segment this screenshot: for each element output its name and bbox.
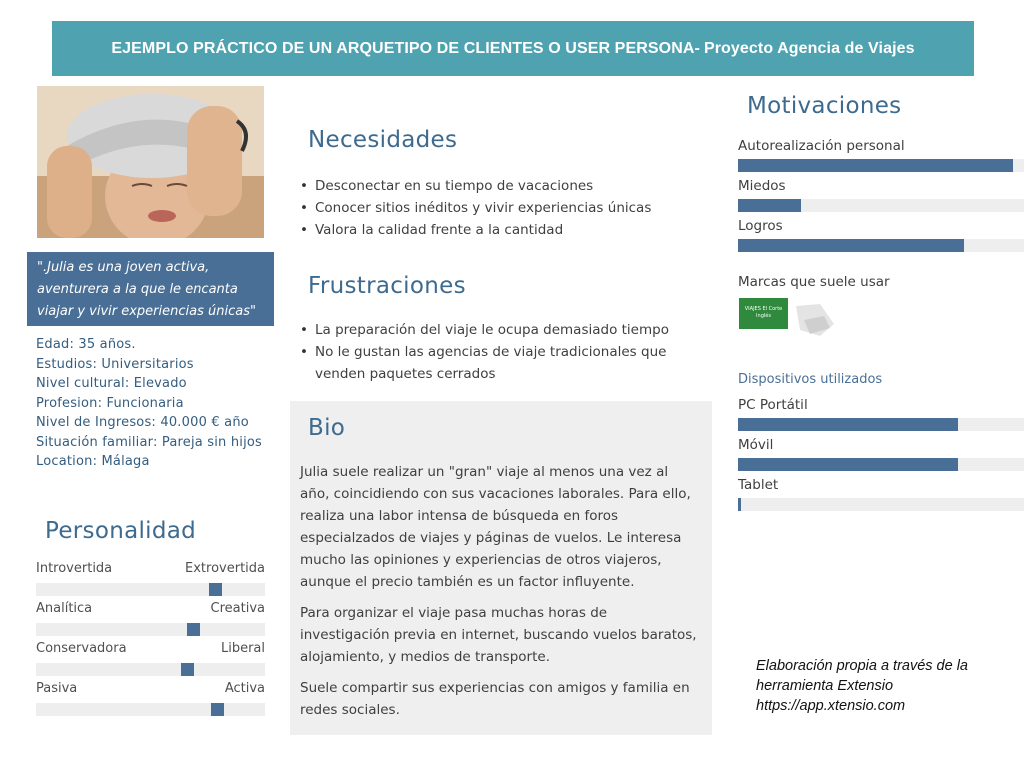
meter-track [738,458,1024,471]
bio-paragraph: Para organizar el viaje pasa muchas horas de investigación previa en internet, buscando vuelos baratos, alojamiento, y medios de transporte. [300,605,697,665]
trait-right-label: Liberal [220,641,265,656]
brand-logo-fake-icon [790,300,838,340]
meter-fill [738,418,958,431]
list-item: • La preparación del viaje le ocupa demasiado tiempo [300,319,680,341]
personality-heading: Personalidad [45,518,197,544]
persona-quote: ".Julia es una joven activa, aventurera a la que le encanta viajar y vivir experiencias únicas" [27,252,274,326]
brand-logo-viajes: VIAJES El Corte Inglés [739,298,788,329]
list-item: • No le gustan las agencias de viaje tradicionales que venden paquetes cerrados [300,341,680,385]
meter-fill [738,199,801,212]
trait-slider-marker [187,623,200,636]
banner-title: EJEMPLO PRÁCTICO DE UN ARQUETIPO DE CLIENTES O USER PERSONA- [111,39,700,57]
bio-paragraph: Suele compartir sus experiencias con amigos y familia en redes sociales. [300,680,690,718]
bio-heading: Bio [308,415,346,441]
bio-text [300,461,700,730]
persona-photo [37,86,264,238]
trait-row [36,601,265,641]
devices-label: Dispositivos utilizados [738,372,883,387]
trait-row [36,681,265,721]
meter-fill [738,458,958,471]
meter-label: Móvil [738,437,774,453]
meter-label: Tablet [738,477,779,493]
trait-row [36,561,265,601]
meter-fill [738,239,964,252]
device-meter [738,396,1024,431]
meter-track [738,418,1024,431]
fact-studies: Estudios: Universitarios [36,356,194,372]
persona-facts [36,335,276,472]
banner-subtitle: Proyecto Agencia de Viajes [703,39,915,57]
motivation-meter [738,137,1024,172]
trait-slider-marker [211,703,224,716]
meter-label: Miedos [738,178,786,194]
trait-right-label: Activa [224,681,265,696]
trait-slider-track [36,623,265,636]
trait-left-label: Analítica [36,601,93,616]
meter-track [738,498,1024,511]
page-banner [52,21,974,76]
fact-location: Location: Málaga [36,454,150,469]
trait-left-label: Introvertida [36,561,113,576]
motivations-heading: Motivaciones [747,93,902,119]
meter-label: Logros [738,218,783,234]
trait-right-label: Creativa [210,601,265,616]
fact-family: Situación familiar: Pareja sin hijos [36,434,263,450]
trait-slider-track [36,663,265,676]
trait-left-label: Pasiva [36,681,78,696]
fact-income: Nivel de Ingresos: 40.000 € año [36,415,249,430]
device-meter [738,436,1024,471]
frustrations-heading: Frustraciones [308,273,466,299]
persona-photo-illustration [37,86,264,238]
trait-slider-marker [209,583,222,596]
list-item: • Desconectar en su tiempo de vacaciones [300,175,680,197]
trait-slider-track [36,703,265,716]
trait-right-label: Extrovertida [185,561,265,576]
fact-profession: Profesion: Funcionaria [36,395,184,411]
credit-line: herramienta Extensio [756,678,894,694]
motivation-meter [738,217,1024,252]
needs-heading: Necesidades [308,127,458,153]
needs-list [300,175,680,241]
trait-slider-marker [181,663,194,676]
trait-left-label: Conservadora [36,641,127,656]
personality-traits [36,561,265,721]
meter-track [738,159,1024,172]
meter-label: Autorealización personal [738,138,905,154]
fact-age: Edad: 35 años. [36,337,136,352]
meter-track [738,239,1024,252]
device-meter [738,476,1024,511]
list-item: • Conocer sitios inéditos y vivir experiencias únicas [300,197,680,219]
fact-cultural-level: Nivel cultural: Elevado [36,376,187,391]
meter-fill [738,159,1013,172]
bio-paragraph: Julia suele realizar un "gran" viaje al menos una vez al año, coincidiendo con sus vacaciones laborales. Para ello, realiza una labor intensa de búsqueda en foros especialzados de viajes y páginas de vuelos. Le interesa mucho las opiniones y experiencias de otros viajeros, aunque el precio también es un factor influyente. [300,464,691,590]
meter-label: PC Portátil [738,397,808,413]
trait-slider-track [36,583,265,596]
credit-note [756,656,996,716]
brands-label: Marcas que suele usar [738,274,890,290]
frustrations-list [300,319,680,385]
list-item: • Valora la calidad frente a la cantidad [300,219,680,241]
meter-fill [738,498,741,511]
credit-line: Elaboración propia a través de la [756,658,968,674]
motivation-meter [738,177,1024,212]
trait-row [36,641,265,681]
bio-panel [290,401,712,735]
meter-track [738,199,1024,212]
credit-link[interactable]: https://app.xtensio.com [756,698,906,714]
